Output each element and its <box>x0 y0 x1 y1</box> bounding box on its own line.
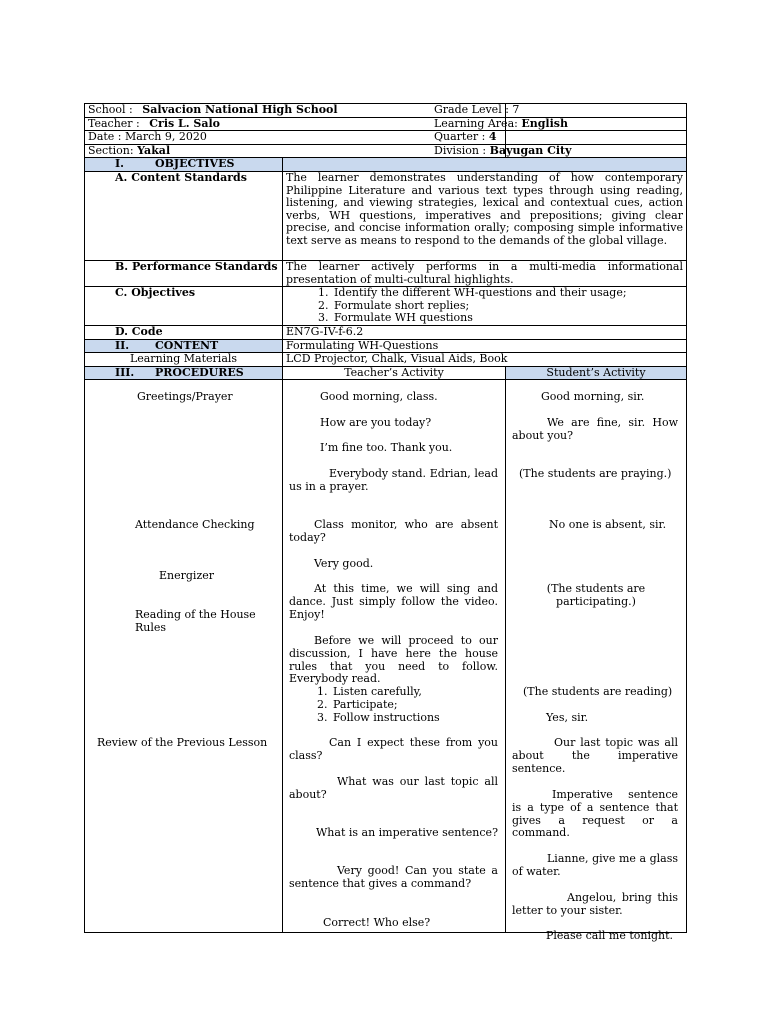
student-line: We are fine, sir. How about you? <box>512 416 678 442</box>
objectives-row <box>85 287 687 326</box>
school-label: School : <box>88 103 133 116</box>
student-line: (The students are participating.) <box>546 582 646 608</box>
content-standards-text: The learner demonstrates understanding of how contemporary Philippine Literature and various text types through using reading, listening, and viewing strategies, lexical and contextual cues, action verbs, WH questions, imperatives and prepositions; giving clear precise, and concise information orally; composing simple informative text serve as means to respond to the demands of the global village. <box>283 171 687 260</box>
grade-label: Grade Level : <box>434 103 513 116</box>
teacher-line: Very good. <box>314 557 374 571</box>
teacher-line: Before we will proceed to our discussion, I have here the house rules that you need to follow. Everybody read. <box>289 634 498 686</box>
procedures-heading <box>85 366 283 380</box>
student-line: Yes, sir. <box>546 711 589 725</box>
division-label: Division : <box>434 143 490 157</box>
date-cell: Date : March 9, 2020 <box>85 131 506 145</box>
quarter-cell <box>434 130 687 145</box>
content-title: CONTENT <box>155 338 219 352</box>
date-row <box>85 131 687 145</box>
area-label: Learning Area: <box>434 116 522 130</box>
stage-house-rules: Reading of the House Rules <box>135 608 256 634</box>
grade-value: 7 <box>512 103 520 116</box>
code-label: D. Code <box>85 325 283 339</box>
stage-column <box>85 380 283 933</box>
teacher-line: Correct! Who else? <box>323 916 431 930</box>
stage-review: Review of the Previous Lesson <box>97 736 268 750</box>
teacher-line: Very good! Can you state a sentence that gives a command? <box>289 864 498 890</box>
performance-standards-text: The learner actively performs in a multi-media informational presentation of multi-cultural highlights. <box>283 260 687 286</box>
teacher-row <box>85 117 687 131</box>
objectives-label: C. Objectives <box>85 287 283 326</box>
materials-value: LCD Projector, Chalk, Visual Aids, Book <box>283 353 687 367</box>
teacher-line: Class monitor, who are absent today? <box>289 518 498 544</box>
area-value: English <box>521 116 568 130</box>
student-activity-header: Student’s Activity <box>506 366 687 380</box>
teacher-line: What was our last topic all about? <box>289 775 498 801</box>
student-line: Angelou, bring this letter to your sister. <box>512 891 678 917</box>
materials-row <box>85 353 687 367</box>
section-row <box>85 144 687 158</box>
objectives-numeral: I. <box>115 157 124 171</box>
objectives-heading <box>85 158 283 172</box>
student-line: (The students are reading) <box>523 685 673 699</box>
objectives-heading-row <box>85 158 687 172</box>
objectives-list-cell <box>283 287 687 326</box>
objective-item: 3. Formulate WH questions <box>332 312 683 325</box>
division-cell <box>434 143 687 158</box>
quarter-label: Quarter : <box>434 130 489 144</box>
grade-cell <box>434 103 687 118</box>
content-heading <box>85 339 283 353</box>
teacher-line: Can I expect these from you class? <box>289 736 498 762</box>
materials-label: Learning Materials <box>85 353 283 367</box>
performance-standards-row <box>85 260 687 286</box>
lesson-plan <box>84 103 686 943</box>
teacher-activity-header: Teacher’s Activity <box>283 366 506 380</box>
school-name: Salvacion National High School <box>142 103 338 116</box>
teacher-line: Good morning, class. <box>320 390 438 404</box>
content-numeral: II. <box>115 338 130 352</box>
objectives-title: OBJECTIVES <box>155 157 235 171</box>
procedures-body-row <box>85 380 687 933</box>
school-row <box>85 104 687 118</box>
house-rules-list <box>283 686 440 724</box>
area-cell <box>434 116 687 131</box>
content-standards-row <box>85 171 687 260</box>
content-value: Formulating WH-Questions <box>283 339 687 353</box>
division-value: Bayugan City <box>489 143 572 157</box>
teacher-line: What is an imperative sentence? <box>316 826 498 840</box>
procedures-heading-row <box>85 366 687 380</box>
house-rule-item: 1. Listen carefully, <box>331 686 440 699</box>
objective-item: 2. Formulate short replies; <box>332 300 683 313</box>
performance-standards-label: B. Performance Standards <box>85 260 283 286</box>
code-row <box>85 325 687 339</box>
student-line: Good morning, sir. <box>541 390 645 404</box>
student-line: Our last topic was all about the imperative sentence. <box>512 736 678 775</box>
objectives-list <box>286 287 683 325</box>
stage-energizer: Energizer <box>159 569 215 583</box>
teacher-line: How are you today? <box>320 416 432 430</box>
student-line: (The students are praying.) <box>519 467 672 481</box>
house-rule-item: 2. Participate; <box>331 699 440 712</box>
teacher-line: At this time, we will sing and dance. Just simply follow the video. Enjoy! <box>289 582 498 621</box>
student-line: Lianne, give me a glass of water. <box>512 852 678 878</box>
content-heading-row <box>85 339 687 353</box>
quarter-value: 4 <box>488 130 497 144</box>
procedures-numeral: III. <box>115 365 135 379</box>
procedures-title: PROCEDURES <box>155 365 244 379</box>
lesson-plan-table <box>84 103 687 943</box>
teacher-name: Cris L. Salo <box>149 116 221 130</box>
objective-item: 1. Identify the different WH-questions and their usage; <box>332 287 683 300</box>
section-label: Section: <box>88 143 138 157</box>
student-activity-column <box>506 380 687 943</box>
student-line: Imperative sentence is a type of a sentence that gives a request or a command. <box>512 788 678 840</box>
objectives-heading-fill <box>283 158 687 172</box>
stage-attendance: Attendance Checking <box>135 518 255 532</box>
student-line: Please call me tonight. <box>546 929 674 943</box>
teacher-activity-column <box>283 380 506 933</box>
section-value: Yakal <box>137 143 171 157</box>
house-rule-item: 3. Follow instructions <box>331 712 440 725</box>
content-standards-label: A. Content Standards <box>85 171 283 260</box>
teacher-label: Teacher : <box>88 116 140 130</box>
teacher-line: Everybody stand. Edrian, lead us in a prayer. <box>289 467 498 493</box>
teacher-line: I’m fine too. Thank you. <box>320 441 453 455</box>
code-value: EN7G-IV-f-6.2 <box>283 325 687 339</box>
student-line: No one is absent, sir. <box>549 518 667 532</box>
stage-greetings: Greetings/Prayer <box>137 390 233 404</box>
